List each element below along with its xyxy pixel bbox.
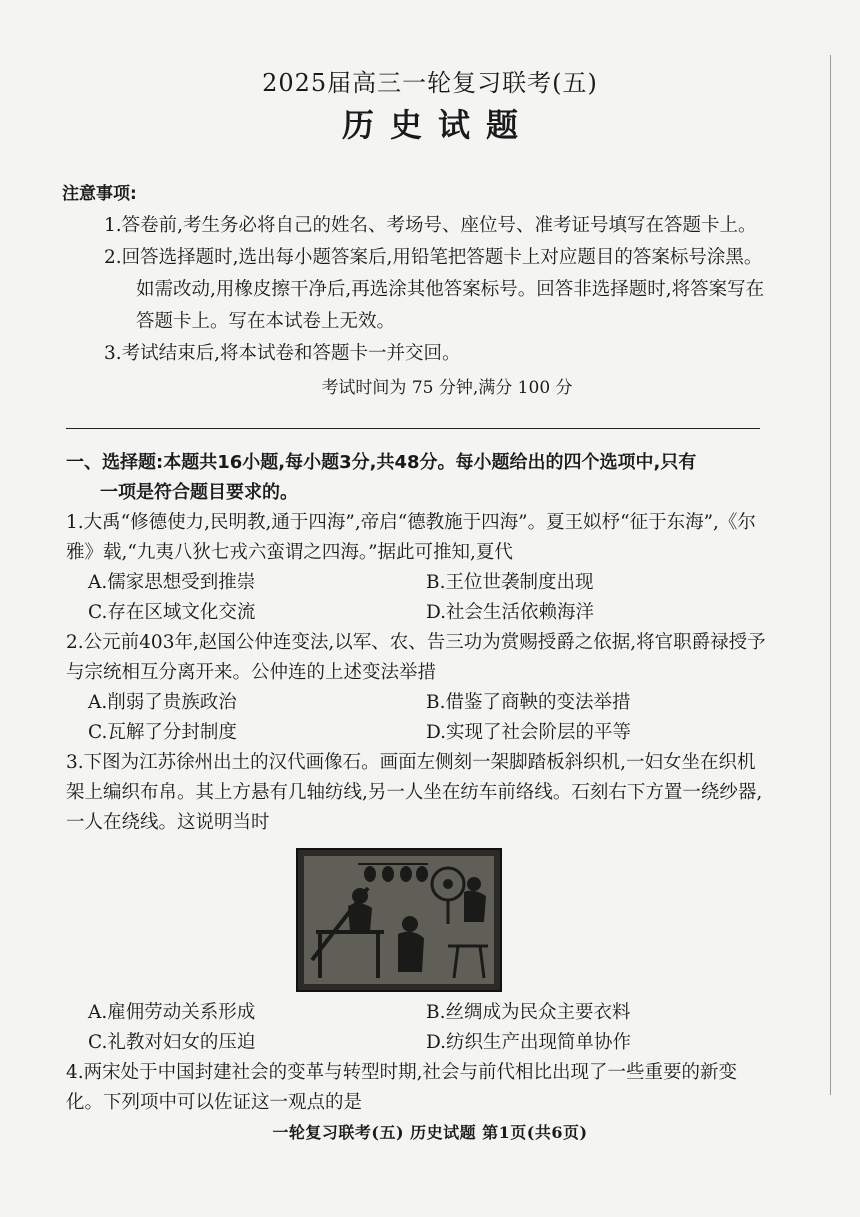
option-b: B.王位世袭制度出现: [426, 572, 594, 593]
question-1: [66, 508, 772, 628]
notice-section: [62, 178, 772, 404]
page-edge-line: [830, 55, 831, 1095]
option-c: C.礼教对妇女的压迫: [88, 1032, 256, 1053]
questions-section: [66, 448, 772, 1118]
question-2: [66, 628, 772, 748]
option-c: C.瓦解了分封制度: [88, 722, 237, 743]
option-a: A.雇佣劳动关系形成: [88, 1002, 256, 1023]
exam-time-info: 考试时间为 75 分钟,满分 100 分: [321, 378, 573, 398]
option-d: D.纺织生产出现简单协作: [426, 1032, 632, 1053]
section-heading-line1: 一、选择题:本题共16小题,每小题3分,共48分。每小题给出的四个选项中,只有: [66, 452, 697, 473]
option-b: B.丝绸成为民众主要衣料: [426, 1002, 631, 1023]
option-d: D.实现了社会阶层的平等: [426, 722, 632, 743]
question-stem: 4.两宋处于中国封建社会的变革与转型时期,社会与前代相比出现了一些重要的新变化。下列项中可以佐证这一观点的是: [66, 1062, 738, 1113]
section-heading: [66, 448, 772, 508]
option-b: B.借鉴了商鞅的变法举措: [426, 692, 631, 713]
question-options: [66, 688, 772, 748]
question-stem: 1.大禹“修德使力,民明教,通于四海”,帝启“德教施于四海”。夏王姒杼“征于东海”,《尔雅》载,“九夷八狄七戎六蛮谓之四海。”据此可推知,夏代: [66, 512, 756, 563]
notice-item-2: 2.回答选择题时,选出每小题答案后,用铅笔把答题卡上对应题目的答案标号涂黑。如需改动,用橡皮擦干净后,再选涂其他答案标号。回答非选择题时,将答案写在答题卡上。写在本试卷上无效。: [104, 247, 765, 332]
subject-title: 历史试题: [341, 106, 534, 144]
han-stone-relief-image: [296, 848, 502, 992]
notice-item-3: 3.考试结束后,将本试卷和答题卡一并交回。: [104, 343, 461, 364]
question-stem: 3.下图为江苏徐州出土的汉代画像石。画面左侧刻一架脚踏板斜织机,一妇女坐在织机架上编织布帛。其上方悬有几轴纺线,另一人坐在纺车前络线。石刻右下方置一绕纱器,一人在绕线。这说明当时: [66, 752, 763, 833]
notice-title: 注意事项:: [62, 184, 137, 204]
question-3: [66, 748, 772, 1058]
option-a: A.削弱了贵族政治: [88, 692, 237, 713]
question-4: [66, 1058, 772, 1118]
question-options: [66, 998, 772, 1058]
figure-container: [66, 848, 772, 992]
option-a: A.儒家思想受到推崇: [88, 572, 256, 593]
question-options: [66, 568, 772, 628]
option-d: D.社会生活依赖海洋: [426, 602, 595, 623]
notice-item-1: 1.答卷前,考生务必将自己的姓名、考场号、座位号、准考证号填写在答题卡上。: [104, 215, 757, 236]
option-c: C.存在区域文化交流: [88, 602, 256, 623]
exam-title: 2025届高三一轮复习联考(五): [262, 69, 598, 97]
question-stem: 2.公元前403年,赵国公仲连变法,以军、农、告三功为赏赐授爵之依据,将官职爵禄授予与宗统相互分离开来。公仲连的上述变法举措: [66, 632, 766, 683]
divider-line: [66, 428, 760, 429]
page-footer: 一轮复习联考(五) 历史试题 第1页(共6页): [272, 1123, 588, 1142]
section-heading-line2: 一项是符合题目要求的。: [100, 482, 298, 503]
